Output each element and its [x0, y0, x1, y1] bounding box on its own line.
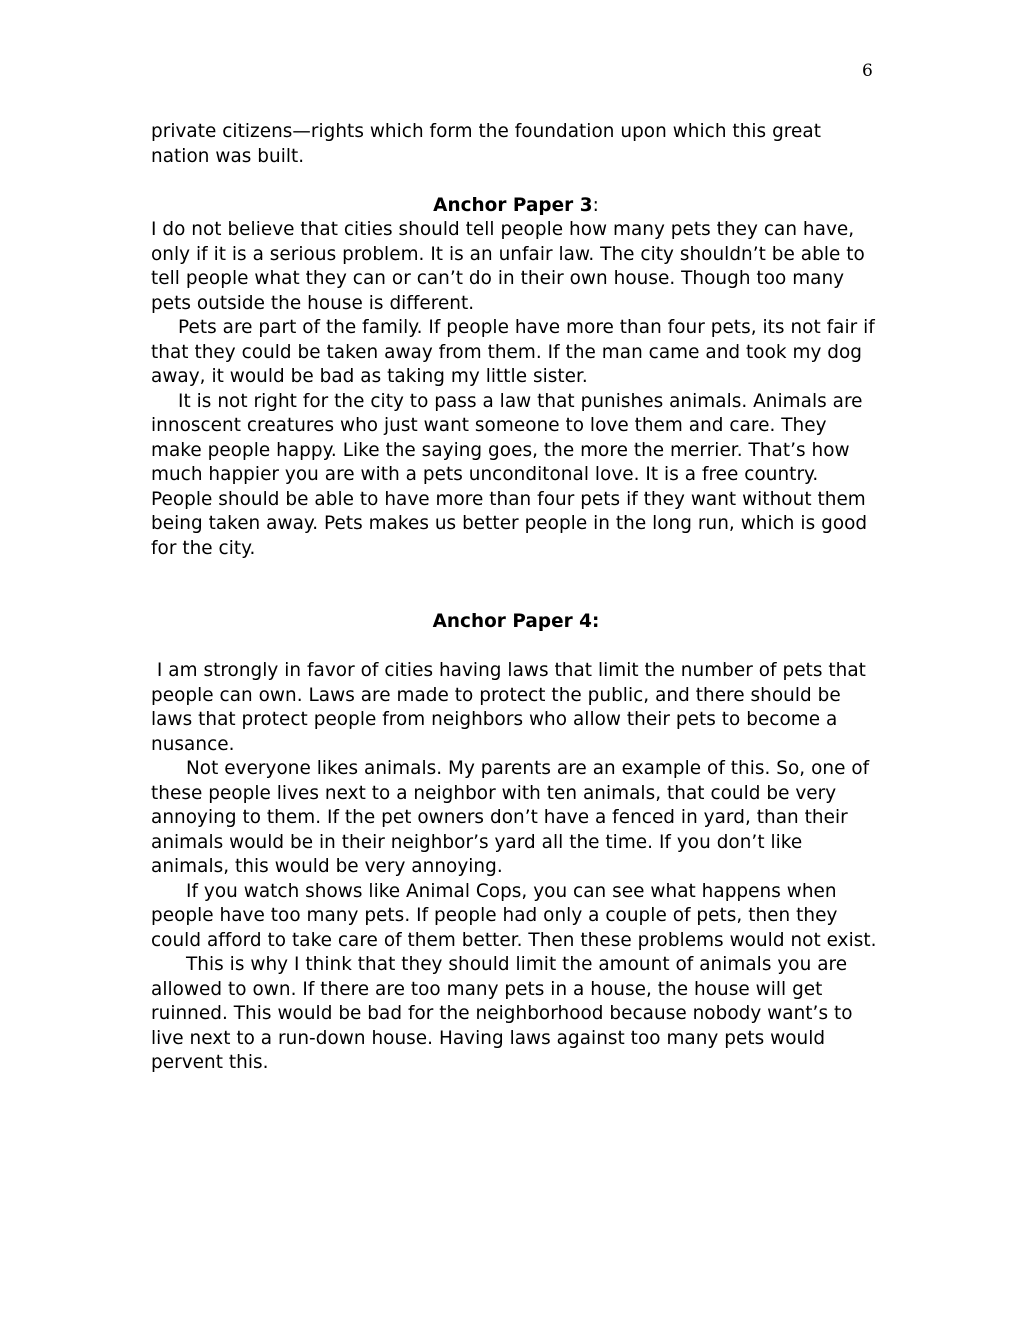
page-number: 6: [862, 61, 873, 81]
spacer: [151, 561, 881, 610]
anchor-paper-3-colon: :: [592, 194, 599, 216]
document-body: [151, 120, 881, 1076]
paper-3-paragraph-1: I do not believe that cities should tell people how many pets they can have, only if it is a serious problem. It is an unfair law. The city shouldn’t be able to tell people what they can or can’t do in their own house. Though too many pets outside the house is different.: [151, 219, 865, 314]
paper-4-paragraph-3: If you watch shows like Animal Cops, you can see what happens when people have too many pets. If people had only a couple of pets, then they could afford to take care of them better. Then these problems would not exist.: [151, 880, 877, 951]
paper-3-paragraph-2: Pets are part of the family. If people have more than four pets, its not fair if that they could be taken away from them. If the man came and took my dog away, it would be bad as taking my little sister.: [151, 317, 875, 387]
paper-4-paragraph-2: Not everyone likes animals. My parents are an example of this. So, one of these people lives next to a neighbor with ten animals, that could be very annoying to them. If the pet owners don’t have a fenced in yard, than their animals would be in their neighbor’s yard all the time. If you don’t like animals, this would be very annoying.: [151, 758, 870, 877]
anchor-paper-3-title: Anchor Paper 3: [433, 194, 593, 216]
spacer: [151, 635, 881, 660]
continuation-paragraph: private citizens—rights which form the foundation upon which this great nation was built.: [151, 121, 821, 167]
paper-3-paragraph-3: It is not right for the city to pass a law that punishes animals. Animals are innoscent creatures who just want someone to love them and care. They make people happy. Like the saying goes, the more the merrier. That’s how much happier you are with a pets unconditonal love. It is a free country. People should be able to have more than four pets if they want without them being taken away. Pets makes us better people in the long run, which is good for the city.: [151, 390, 868, 559]
paper-4-paragraph-4: This is why I think that they should limit the amount of animals you are allowed to own. If there are too many pets in a house, the house will get ruinned. This would be bad for the neighborhood because nobody want’s to live next to a run-down house. Having laws against too many pets would pervent this.: [151, 954, 853, 1073]
paper-4-paragraph-1: I am strongly in favor of cities having laws that limit the number of pets that people can own. Laws are made to protect the public, and there should be laws that protect people from neighbors who allow their pets to become a nusance.: [151, 660, 866, 755]
anchor-paper-4-heading: Anchor Paper 4:: [432, 611, 600, 632]
spacer: [151, 169, 881, 194]
anchor-paper-3-heading: [151, 194, 881, 219]
